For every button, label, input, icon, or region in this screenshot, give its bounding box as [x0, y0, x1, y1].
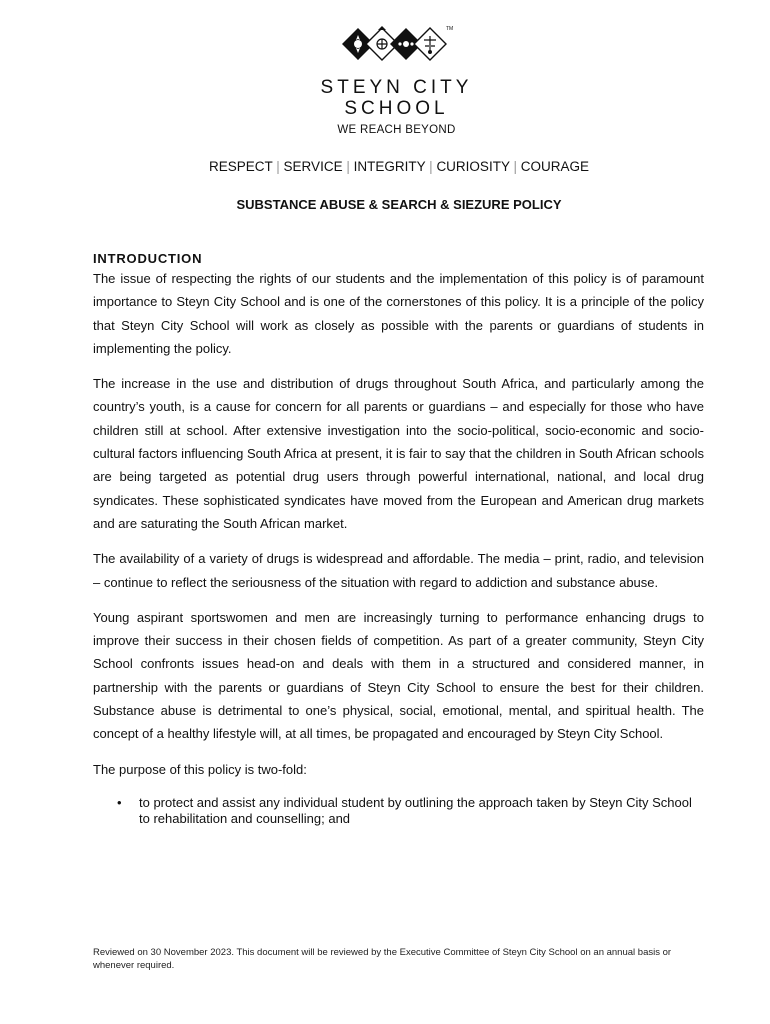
steyn-city-crest-icon [336, 22, 456, 66]
value-integrity: INTEGRITY [353, 159, 426, 174]
school-tagline: WE REACH BEYOND [337, 124, 456, 136]
purpose-lead: The purpose of this policy is two-fold: [93, 761, 307, 777]
value-separator: | [346, 159, 350, 174]
trademark-label: TM [446, 26, 454, 32]
introduction-heading: INTRODUCTION [93, 251, 203, 266]
list-item-text: to protect and assist any individual student by outlining the approach taken by Steyn City School to rehabilitation and counselling; and [139, 794, 692, 827]
review-footer: Reviewed on 30 November 2023. This document will be reviewed by the Executive Committee of Steyn City School on an annual basis or whenever required. [93, 947, 672, 971]
school-name-line1: STEYN CITY [320, 77, 473, 98]
school-logo [336, 22, 456, 66]
bullet-icon: • [117, 794, 122, 810]
value-separator: | [276, 159, 280, 174]
value-respect: RESPECT [208, 159, 273, 174]
value-separator: | [513, 159, 517, 174]
value-separator: | [429, 159, 433, 174]
core-values [0, 159, 770, 174]
paragraph: The availability of a variety of drugs is widespread and affordable. The media – print, radio, and television – continue to reflect the seriousness of the situation with regard to addiction and substance abuse. [93, 551, 704, 590]
value-service: SERVICE [283, 159, 343, 174]
document-body [93, 250, 704, 828]
value-curiosity: CURIOSITY [436, 159, 510, 174]
school-name-line2: SCHOOL [344, 98, 449, 119]
paragraph: The issue of respecting the rights of our students and the implementation of this policy is of paramount importance to Steyn City School and is one of the cornerstones of this policy. It is a principle of the policy that Steyn City School will work as closely as possible with the parents or guardians of students in implementing the policy. [93, 271, 704, 356]
paragraph: Young aspirant sportswomen and men are increasingly turning to performance enhancing drugs to improve their success in their chosen fields of competition. As part of a greater community, Steyn City School confronts issues head-on and deals with them in a structured and considered manner, in partnership with the parents or guardians of Steyn City School to ensure the best for their children. Substance abuse is detrimental to one’s physical, social, emotional, mental, and spiritual health. The concept of a healthy lifestyle will, at all times, be propagated and encouraged by Steyn City School. [93, 609, 704, 742]
paragraph: The increase in the use and distribution of drugs throughout South Africa, and particularly among the country’s youth, is a cause for concern for all parents or guardians – and especially for those who have children still at school. After extensive investigation into the socio-political, socio-economic and socio-cultural factors influencing South Africa at present, it is fair to say that the children in South African schools are being targeted as potential drug users through powerful international, national, and local drug syndicates. These sophisticated syndicates have moved from the European and American drug markets and are saturating the South African market. [93, 376, 704, 531]
value-courage: COURAGE [520, 159, 590, 174]
policy-title: SUBSTANCE ABUSE & SEARCH & SIEZURE POLICY [236, 197, 562, 212]
list-item [93, 795, 704, 828]
purpose-list [93, 795, 704, 828]
